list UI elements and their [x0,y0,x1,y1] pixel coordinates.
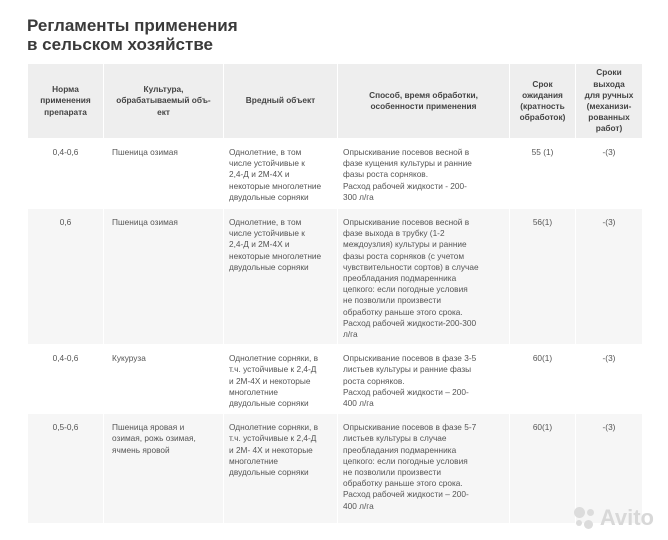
cell-dose: 0,4-0,6 [28,139,104,209]
cell-crop: Пшеница озимая [104,209,224,345]
header-pest: Вредный объект [224,64,338,139]
cell-dose: 0,4-0,6 [28,345,104,414]
cell-method: Опрыскивание посевов в фазе 5-7 листьев культуры в случае преобладания подмаренника цепкого: если погодные условия не позволили произвести обработку раньше этого срока. Расход рабочей жидкости – 200- 400 л/га [338,414,510,524]
regulations-table [27,63,643,524]
cell-pest: Однолетние, в том числе устойчивые к 2,4-Д и 2М-4Х и некоторые многолетние двудольные сорняки [224,209,338,345]
cell-exit: -(3) [576,414,643,524]
header-method: Способ, время обработки, особенности применения [338,64,510,139]
header-wait: Срок ожидания (кратность обработок) [510,64,576,139]
table-header-row [28,64,643,139]
table-row [28,414,643,524]
cell-exit: -(3) [576,209,643,345]
header-crop: Культура, обрабатываемый объ- ект [104,64,224,139]
table-row [28,209,643,345]
cell-crop: Пшеница яровая и озимая, рожь озимая, ячмень яровой [104,414,224,524]
cell-dose: 0,6 [28,209,104,345]
cell-crop: Кукуруза [104,345,224,414]
watermark-text: Avito [599,505,654,530]
cell-exit: -(3) [576,345,643,414]
table-row [28,139,643,209]
cell-dose: 0,5-0,6 [28,414,104,524]
table-row [28,345,643,414]
avito-watermark [574,505,654,531]
cell-crop: Пшеница озимая [104,139,224,209]
cell-exit: -(3) [576,139,643,209]
cell-method: Опрыскивание посевов весной в фазе кущения культуры и ранние фазы роста сорняков. Расход рабочей жидкости - 200- 300 л/га [338,139,510,209]
avito-dots-logo-icon [574,507,596,529]
header-dose: Норма применения препарата [28,64,104,139]
cell-method: Опрыскивание посевов в фазе 3-5 листьев культуры и ранние фазы роста сорняков. Расход рабочей жидкости – 200- 400 л/га [338,345,510,414]
cell-pest: Однолетние сорняки, в т.ч. устойчивые к 2,4-Д и 2М-4Х и некоторые многолетние двудольные сорняки [224,345,338,414]
cell-method: Опрыскивание посевов весной в фазе выхода в трубку (1-2 междоузлия) культуры и ранние фазы роста сорняков (с учетом чувствительности сортов) в случае преобладания подмаренника цепкого: если погодные условия не позволили произвести обработку раньше этого срока. Расход рабочей жидкости-200-300 л/га [338,209,510,345]
cell-wait: 60(1) [510,414,576,524]
cell-wait: 55 (1) [510,139,576,209]
cell-pest: Однолетние сорняки, в т.ч. устойчивые к 2,4-Д и 2М- 4Х и некоторые многолетние двудольные сорняки [224,414,338,524]
page-title: Регламенты применения в сельском хозяйстве [27,16,238,54]
cell-wait: 56(1) [510,209,576,345]
header-exit: Сроки выхода для ручных (механизи- рованных работ) [576,64,643,139]
cell-pest: Однолетние, в том числе устойчивые к 2,4-Д и 2М-4Х и некоторые многолетние двудольные сорняки [224,139,338,209]
cell-wait: 60(1) [510,345,576,414]
